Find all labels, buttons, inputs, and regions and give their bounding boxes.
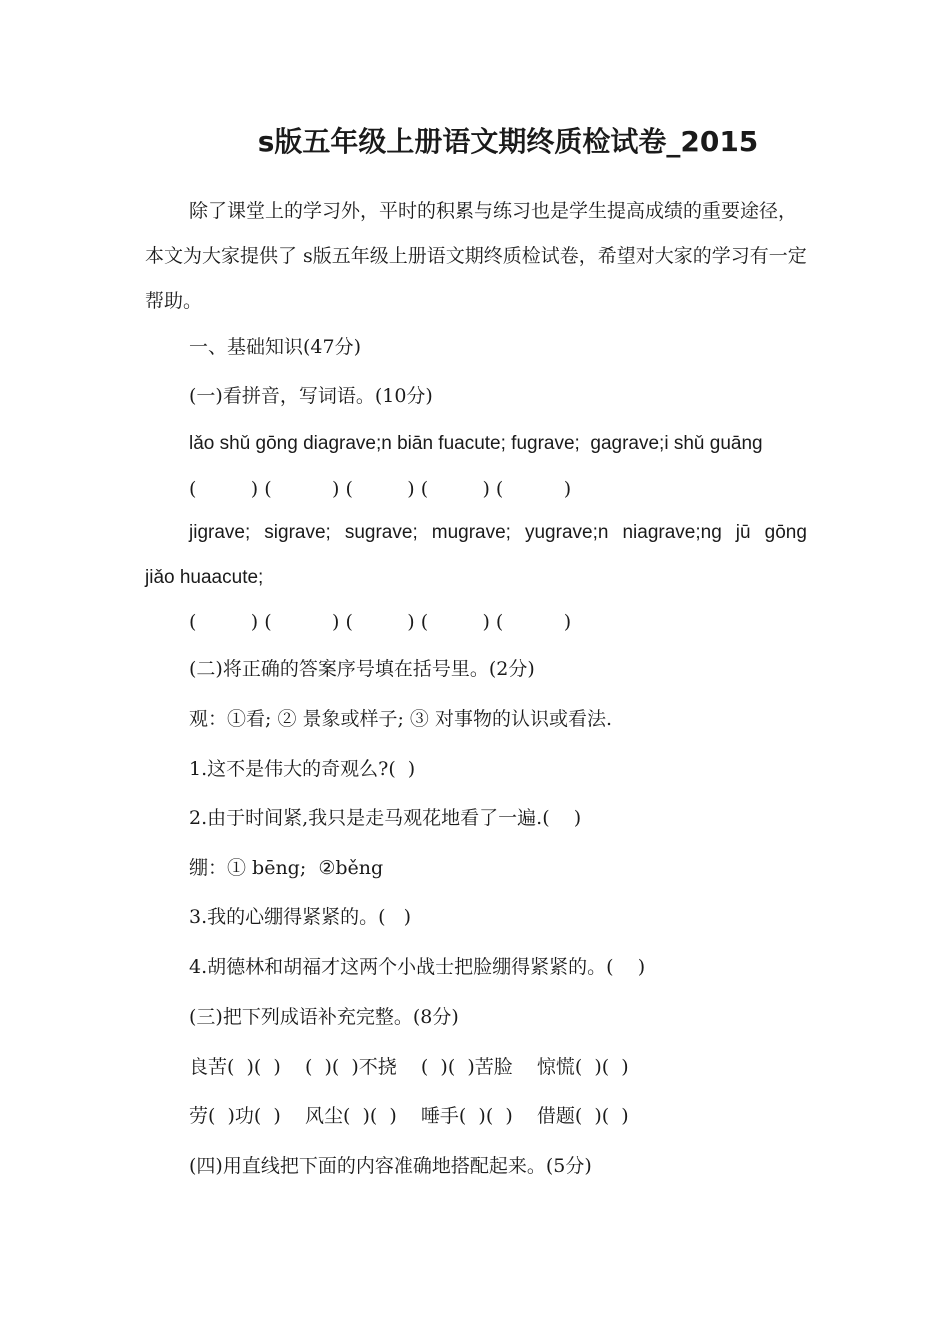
part-heading-choose-answer: (二)将正确的答案序号填在括号里。(2分) xyxy=(189,658,535,680)
question-4: 4.胡德林和胡福才这两个小战士把脸绷得紧紧的。( ) xyxy=(189,956,646,978)
question-2: 2.由于时间紧,我只是走马观花地看了一遍.( ) xyxy=(189,807,582,829)
idioms-row-1: 良苦( )( ) ( )( )不挠 ( )( )苦脸 惊慌( )( ) xyxy=(189,1056,629,1078)
answer-blanks-row-1: ( ) ( ) ( ) ( ) ( ) xyxy=(189,478,572,500)
pinyin-item: yugrave;n xyxy=(524,522,609,543)
question-3: 3.我的心绷得紧紧的。( ) xyxy=(189,906,412,928)
pinyin-item: sigrave; xyxy=(264,522,331,543)
pinyin-item: mugrave; xyxy=(431,522,511,543)
section-heading-basic-knowledge: 一、基础知识(47分) xyxy=(189,336,362,358)
document-title: s版五年级上册语文期终质检试卷_2015 xyxy=(257,125,759,158)
pinyin-row-2 xyxy=(189,518,807,548)
pinyin-item: niagrave;ng xyxy=(622,522,722,543)
pinyin-item: jū xyxy=(735,522,751,543)
pinyin-item: sugrave; xyxy=(344,522,418,543)
definition-guan: 观：①看; ② 景象或样子; ③ 对事物的认识或看法. xyxy=(189,708,613,730)
pinyin-row-1: lǎo shǔ gōng diagrave;n biān fuacute; fugrave; gagrave;i shǔ guāng xyxy=(189,433,763,454)
intro-text: 除了课堂上的学习外，平时的积累与练习也是学生提高成绩的重要途径，本文为大家提供了 s版五年级上册语文期终质检试卷，希望对大家的学习有一定帮助。 xyxy=(145,200,807,312)
pinyin-row-2-continued: jiǎo huaacute; xyxy=(145,567,264,588)
part-heading-idioms: (三)把下列成语补充完整。(8分) xyxy=(189,1006,459,1028)
question-1: 1.这不是伟大的奇观么?( ) xyxy=(189,758,416,780)
part-heading-pinyin: (一)看拼音，写词语。(10分) xyxy=(189,385,433,407)
part-heading-matching: (四)用直线把下面的内容准确地搭配起来。(5分) xyxy=(189,1155,592,1177)
pinyin-item: gōng xyxy=(764,522,807,543)
definition-beng: 绷：① bēng; ②běng xyxy=(189,857,384,879)
answer-blanks-row-2: ( ) ( ) ( ) ( ) ( ) xyxy=(189,611,572,633)
pinyin-item: jigrave; xyxy=(189,522,251,543)
idioms-row-2: 劳( )功( ) 风尘( )( ) 唾手( )( ) 借题( )( ) xyxy=(189,1105,629,1127)
intro-paragraph xyxy=(145,189,807,324)
